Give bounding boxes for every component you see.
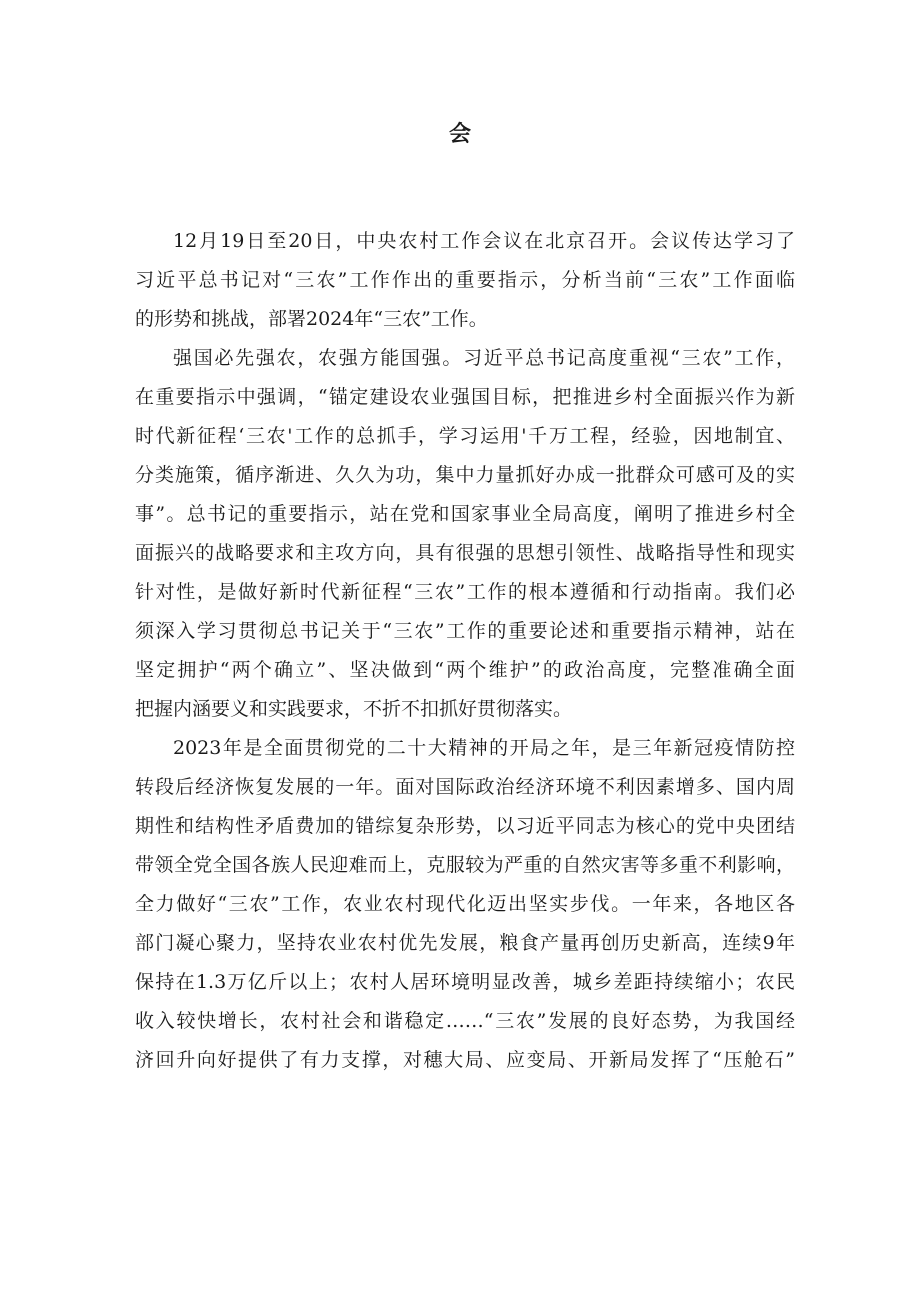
- paragraph-line: 事”。总书记的重要指示，站在党和国家事业全局高度，阐明了推进乡村全: [135, 503, 795, 525]
- paragraph-line: 在重要指示中强调，“锚定建设农业强国目标，把推进乡村全面振兴作为新: [135, 386, 795, 408]
- paragraph-line: 部门凝心聚力，坚持农业农村优先发展，粮食产量再创历史新高，连续9年: [135, 932, 795, 954]
- paragraph-line: 时代新征程‘三农'工作的总抓手，学习运用'千万工程，经验，因地制宜、: [135, 425, 795, 447]
- paragraph-line: 习近平总书记对“三农”工作作出的重要指示，分析当前“三农”工作面临: [135, 269, 795, 291]
- paragraph-line: 须深入学习贯彻总书记关于“三农”工作的重要论述和重要指示精神，站在: [135, 620, 795, 642]
- document-body: [135, 222, 795, 1080]
- paragraph-line: 保持在1.3万亿斤以上；农村人居环境明显改善，城乡差距持续缩小；农民: [135, 971, 795, 993]
- paragraph-1: [135, 222, 795, 339]
- paragraph-line: 期性和结构性矛盾费加的错综复杂形势，以习近平同志为核心的党中央团结: [135, 815, 795, 837]
- paragraph-line: 2023年是全面贯彻党的二十大精神的开局之年，是三年新冠疫情防控: [173, 737, 795, 759]
- paragraph-line: 强国必先强农，农强方能国强。习近平总书记高度重视“三农”工作，: [173, 347, 795, 369]
- paragraph-line: 的形势和挑战，部署2024年“三农”工作。: [135, 308, 488, 330]
- document-title: 会: [448, 121, 471, 147]
- paragraph-line: 坚定拥护“两个确立”、坚决做到“两个维护”的政治高度，完整准确全面: [135, 659, 795, 681]
- paragraph-line: 转段后经济恢复发展的一年。面对国际政治经济环境不利因素增多、国内周: [135, 776, 795, 798]
- paragraph-line: 带领全党全国各族人民迎难而上，克服较为严重的自然灾害等多重不利影响，: [135, 854, 795, 876]
- paragraph-line: 济回升向好提供了有力支撑，对穗大局、应变局、开新局发挥了“压舱石”: [135, 1049, 795, 1071]
- paragraph-2: [135, 339, 795, 729]
- paragraph-line: 把握内涵要义和实践要求，不折不扣抓好贯彻落实。: [135, 698, 573, 720]
- paragraph-line: 全力做好“三农”工作，农业农村现代化迈出坚实步伐。一年来，各地区各: [135, 893, 795, 915]
- paragraph-line: 针对性，是做好新时代新征程“三农”工作的根本遵循和行动指南。我们必: [135, 581, 795, 603]
- paragraph-line: 12月19日至20日，中央农村工作会议在北京召开。会议传达学习了: [173, 230, 795, 252]
- paragraph-3: [135, 729, 795, 1080]
- paragraph-line: 收入较快增长，农村社会和谐稳定……“三农”发展的良好态势，为我国经: [135, 1010, 795, 1032]
- paragraph-line: 面振兴的战略要求和主攻方向，具有很强的思想引领性、战略指导性和现实: [135, 542, 795, 564]
- paragraph-line: 分类施策，循序渐进、久久为功，集中力量抓好办成一批群众可感可及的实: [135, 464, 795, 486]
